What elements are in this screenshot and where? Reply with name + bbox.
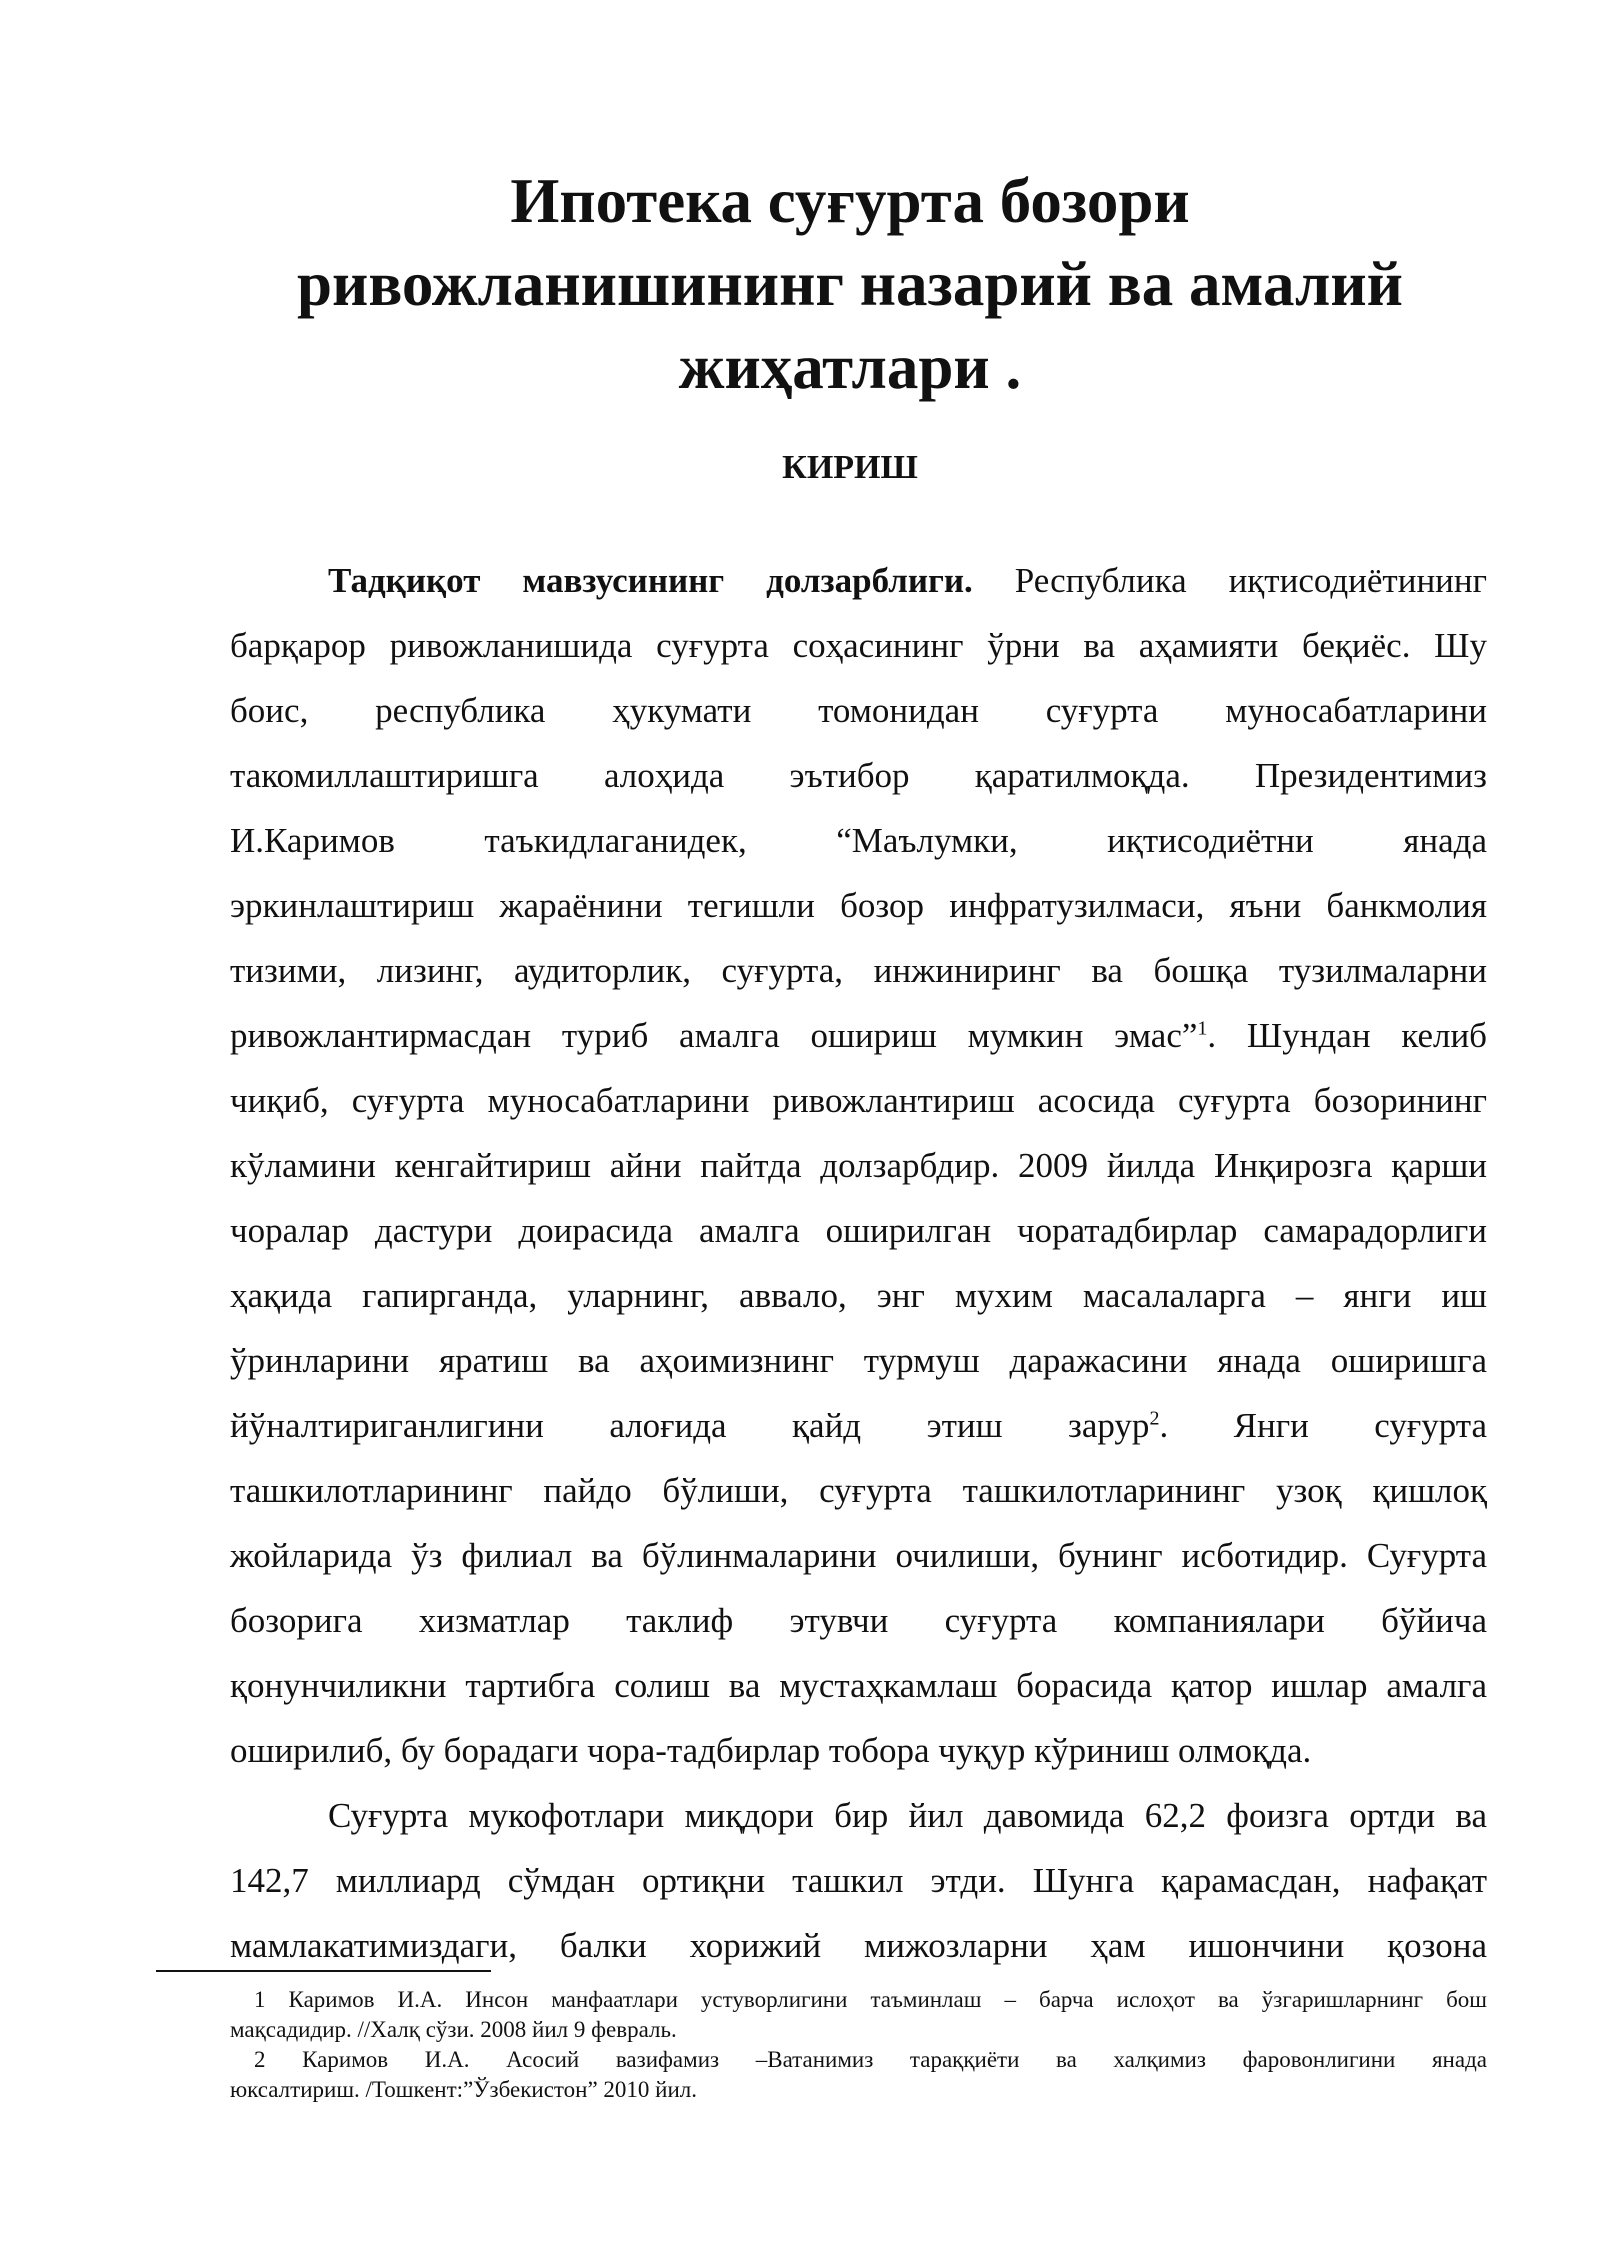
paragraph-line: чоралар дастури доирасида амалга оширилган чоратадбирлар самарадорлиги	[230, 1211, 1487, 1250]
paragraph-line	[230, 548, 1487, 613]
paragraph-line	[230, 1003, 1487, 1068]
paragraph-line: мамлакатимиздаги, балки хорижий мижозларни ҳам ишончини қозона	[230, 1926, 1487, 1965]
footnote-ref[interactable]: 2	[1149, 1407, 1160, 1430]
footnote-2-cont: юксалтириш. /Тошкент:”Ўзбекистон” 2010 йил.	[230, 2077, 698, 2102]
paragraph-line: оширилиб, бу борадаги чора-тадбирлар тобора чуқур кўриниш олмоқда.	[230, 1731, 1312, 1770]
section-heading: КИРИШ	[782, 449, 918, 486]
paragraph-line: эркинлаштириш жараёнини тегишли бозор инфратузилмаси, яъни банкмолия	[230, 886, 1487, 925]
paragraph-text: . Шундан келиб	[1207, 1016, 1487, 1055]
footnote-1: 1 Каримов И.А. Инсон манфаатлари устуворлигини таъминлаш – барча ислоҳот ва ўзгаришларнинг бош	[254, 1987, 1487, 2012]
footnotes	[230, 1985, 1487, 2105]
footnote-separator	[156, 1970, 491, 1972]
paragraph-line: ҳақида гапирганда, уларнинг, аввало, энг мухим масалаларга – янги иш	[230, 1276, 1487, 1315]
paragraph-line: тизими, лизинг, аудиторлик, суғурта, инжиниринг ва бошқа тузилмаларни	[230, 951, 1487, 990]
paragraph-line: қонунчиликни тартибга солиш ва мустаҳкамлаш борасида қатор ишлар амалга	[230, 1666, 1487, 1705]
paragraph-line: ташкилотларининг пайдо бўлиши, суғурта ташкилотларининг узоқ қишлоқ	[230, 1471, 1487, 1510]
footnote-2: 2 Каримов И.А. Асосий вазифамиз –Ватанимиз тараққиёти ва халқимиз фаровонлигини янада	[254, 2047, 1487, 2072]
paragraph-line: кўламини кенгайтириш айни пайтда долзарбдир. 2009 йилда Инқирозга қарши	[230, 1146, 1487, 1185]
footnote-1-cont: мақсадидир. //Халқ сўзи. 2008 йил 9 февраль.	[230, 2017, 677, 2042]
paragraph-lead: Тадқиқот мавзусининг долзарблиги.	[328, 561, 973, 600]
paragraph-line: И.Каримов таъкидлаганидек, “Маълумки, иқтисодиётни янада	[230, 821, 1487, 860]
body-text	[230, 548, 1487, 1978]
paragraph-line: чиқиб, суғурта муносабатларини ривожлантириш асосида суғурта бозорининг	[230, 1081, 1487, 1120]
paragraph-line: Суғурта мукофотлари миқдори бир йил давомида 62,2 фоизга ортди ва	[328, 1796, 1487, 1835]
footnote-ref[interactable]: 1	[1197, 1017, 1208, 1040]
paragraph-line: 142,7 миллиард сўмдан ортиқни ташкил этди. Шунга қарамасдан, нафақат	[230, 1861, 1487, 1900]
paragraph-line: такомиллаштиришга алоҳида эътибор қаратилмоқда. Президентимиз	[230, 756, 1487, 795]
title-line: Ипотека суғурта бозори	[510, 166, 1190, 236]
paragraph-text: Республика иқтисодиётининг	[972, 561, 1487, 600]
paragraph-line: ўринларини яратиш ва аҳоимизнинг турмуш даражасини янада оширишга	[230, 1341, 1487, 1380]
paragraph-line: жойларида ўз филиал ва бўлинмаларини очилиши, бунинг исботидир. Суғурта	[230, 1536, 1487, 1575]
paragraph-line: боис, республика ҳукумати томонидан суғурта муносабатларини	[230, 691, 1487, 730]
paragraph-line: бозорига хизматлар таклиф этувчи суғурта компаниялари бўйича	[230, 1601, 1487, 1640]
paragraph-text: йўналтириганлигини алоғида қайд этиш зарур	[230, 1406, 1150, 1445]
paragraph-line	[230, 1393, 1487, 1458]
document-title	[230, 160, 1470, 409]
paragraph-line: барқарор ривожланишида суғурта соҳасининг ўрни ва аҳамияти беқиёс. Шу	[230, 626, 1487, 665]
paragraph-text: . Янги суғурта	[1159, 1406, 1487, 1445]
title-line: ривожланишининг назарий ва амалий	[297, 249, 1403, 319]
paragraph-text: ривожлантирмасдан туриб амалга ошириш мумкин эмас”	[230, 1016, 1198, 1055]
title-line: жиҳатлари .	[678, 332, 1022, 402]
